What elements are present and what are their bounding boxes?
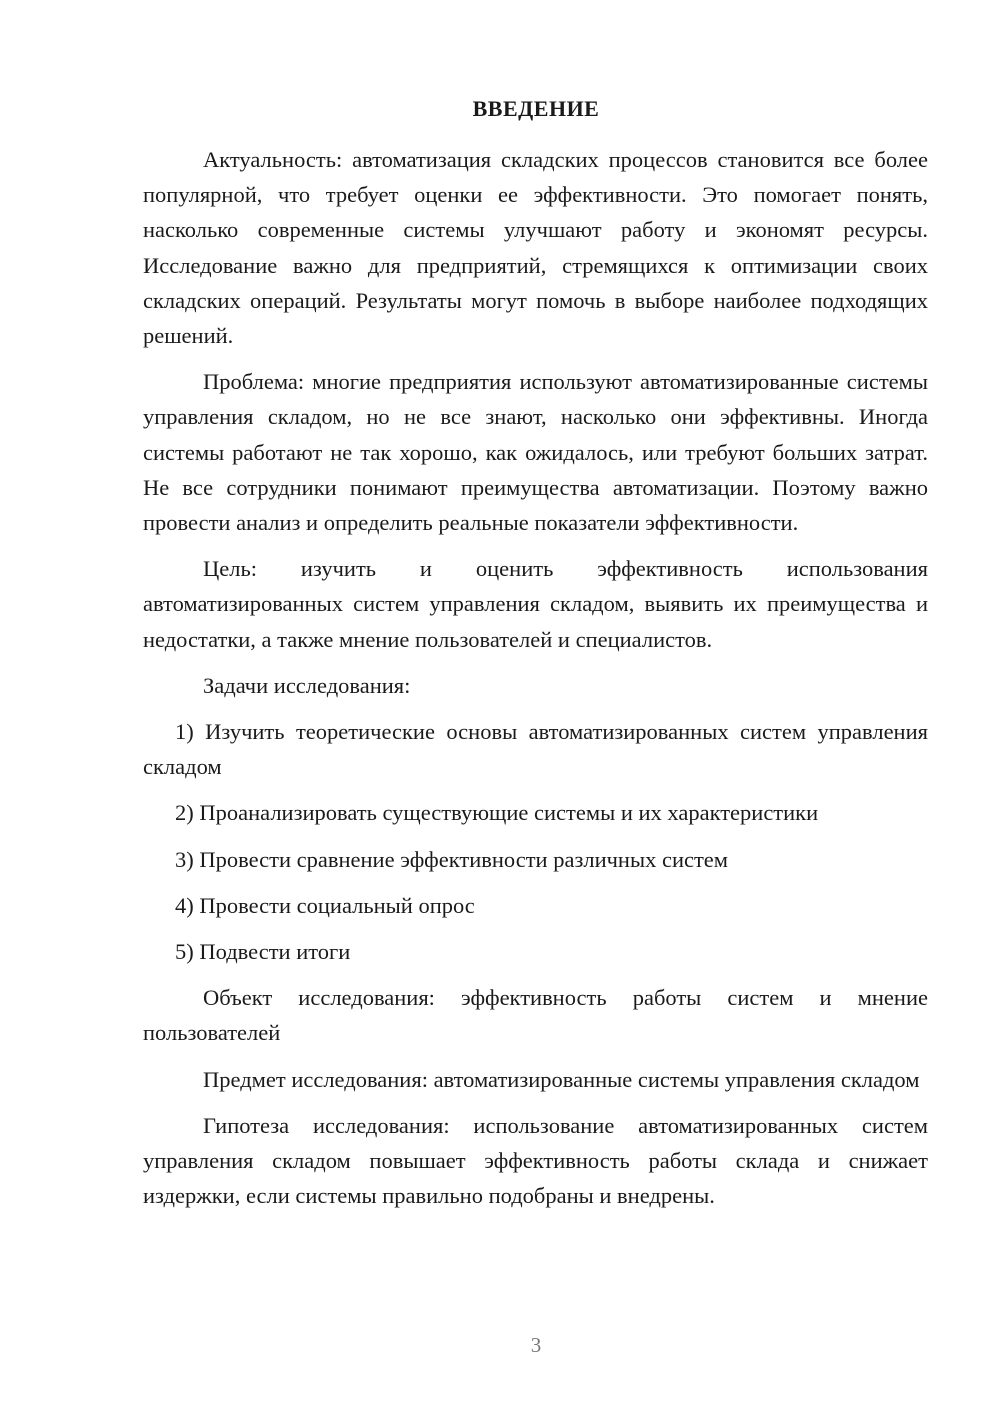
paragraph-problem: Проблема: многие предприятия используют автоматизированные системы управления складом, но не все знают, насколько они эффективны. Иногда системы работают не так хорошо, как ожидалось, или требуют больших затрат. Не все сотрудники понимают преимущества автоматизации. Поэтому важно провести анализ и определить реальные показатели эффективности. [143,369,928,536]
paragraph-goal: Цель: изучить и оценить эффективность использования автоматизированных систем управления складом, выявить их преимущества и недостатки, а также мнение пользователей и специалистов. [143,556,928,652]
document-body [143,142,928,1224]
task-item-5: 5) Подвести итоги [175,939,351,965]
task-item-1: 1) Изучить теоретические основы автоматизированных систем управления складом [143,719,928,780]
task-item-2: 2) Проанализировать существующие системы и их характеристики [175,800,819,826]
paragraph-hypothesis: Гипотеза исследования: использование автоматизированных систем управления складом повышает эффективность работы склада и снижает издержки, если системы правильно подобраны и внедрены. [143,1112,928,1209]
paragraph-relevance: Актуальность: автоматизация складских процессов становится все более популярной, что требует оценки ее эффективности. Это помогает понять, насколько современные системы улучшают работу и экономят ресурсы. Исследование важно для предприятий, стремящихся к оптимизации своих складских операций. Результаты могут помочь в выборе наиболее подходящих решений. [143,147,928,349]
page-number: 3 [530,1333,542,1357]
task-item-4: 4) Провести социальный опрос [175,892,475,918]
task-item-3: 3) Провести сравнение эффективности различных систем [175,846,729,872]
paragraph-subject: Предмет исследования: автоматизированные системы управления складом [203,1066,920,1092]
paragraph-tasks-heading: Задачи исследования: [203,672,411,698]
paragraph-object: Объект исследования: эффективность работы систем и мнение пользователей [143,985,928,1046]
page-title: ВВЕДЕНИЕ [472,96,600,121]
